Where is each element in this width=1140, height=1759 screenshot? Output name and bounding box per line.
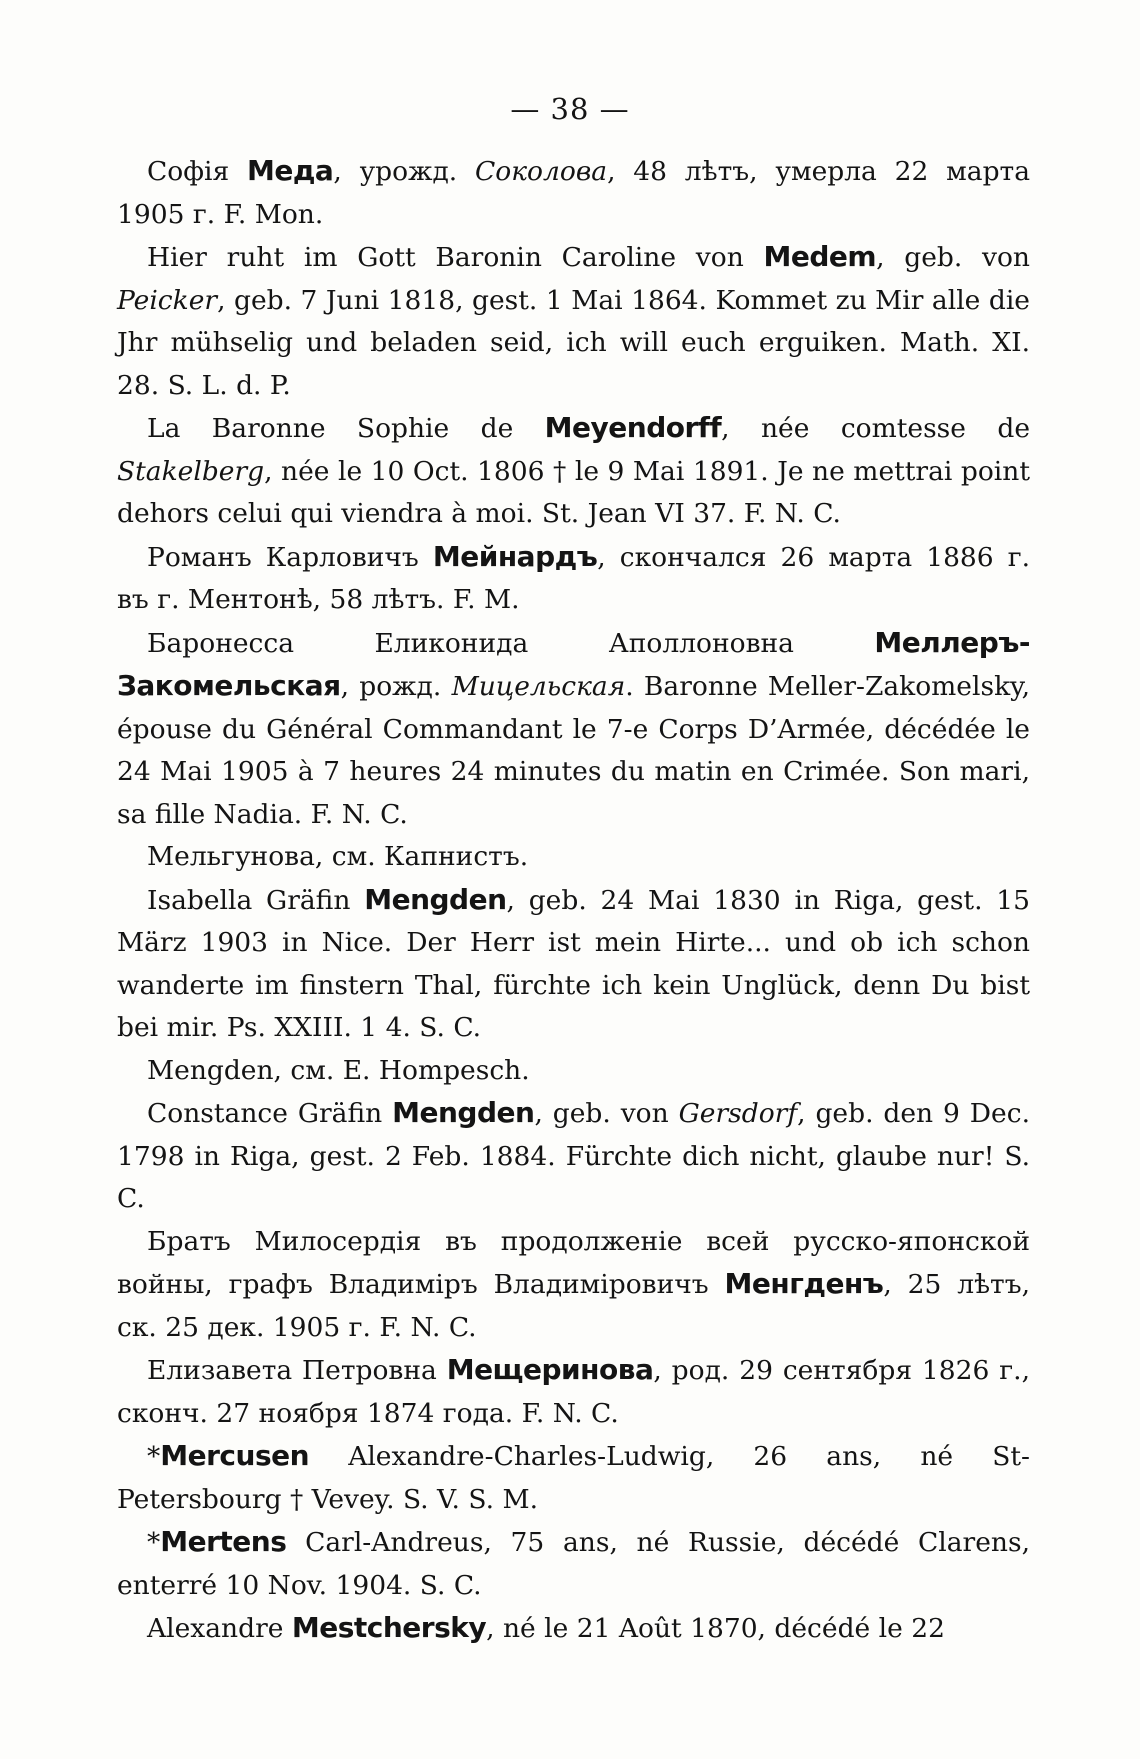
entry-paragraph <box>117 1521 1030 1607</box>
entry-paragraph <box>117 1435 1030 1521</box>
entry-italic-text: Peicker <box>117 284 218 316</box>
entry-text: Hier ruht im Gott Baronin Caroline von <box>147 242 764 273</box>
entry-surname: Мейнардъ <box>432 539 598 573</box>
entry-paragraph <box>117 622 1030 837</box>
entry-paragraph <box>117 236 1030 407</box>
entry-text: , скончался 26 марта 1886 г. въ г. Ментонѣ, 58 лѣтъ. F. M. <box>117 541 1031 615</box>
entry-surname: Менгденъ <box>724 1267 884 1300</box>
entry-text: Alexandre-Charles-Ludwig, 26 ans, né St-Petersbourg † Vevey. S. V. S. M. <box>117 1441 1030 1515</box>
entry-surname: Mengden <box>392 1096 535 1129</box>
entry-text: , né le 21 Août 1870, décédé le 22 <box>486 1613 945 1644</box>
entry-text: , род. 29 сентября 1826 г., сконч. 27 ноября 1874 года. F. N. C. <box>117 1355 1030 1429</box>
entry-text: Братъ Милосердія въ продолженіе всей русско-японской войны, графъ Владиміръ Владиміровичъ <box>117 1225 1030 1300</box>
entry-text: Софія <box>147 156 247 187</box>
entry-italic-text: Stakelberg <box>117 455 265 487</box>
entry-text: Романъ Карловичъ <box>147 541 433 573</box>
entry-text: , geb. 24 Mai 1830 in Riga, gest. 15 März 1903 in Nice. Der Herr ist mein Hirte... und ob ich schon wanderte im finstern Thal, fürchte ich kein Unglück, denn Du bist bei mir. Ps. XXIII. 1 4. S. C. <box>117 884 1030 1043</box>
entry-text: Баронесса Еликонида Аполлоновна <box>147 627 875 659</box>
entry-surname: Mengden <box>364 882 507 916</box>
entry-paragraph <box>117 1050 1030 1093</box>
entry-text: , née le 10 Oct. 1806 † le 9 Mai 1891. Je ne mettrai point dehors celui qui viendra à moi. St. Jean VI 37. F. N. C. <box>117 455 1030 529</box>
entry-paragraph <box>117 879 1030 1050</box>
entry-text: , 48 лѣтъ, умерла 22 марта 1905 г. F. Mon. <box>117 156 1030 230</box>
entry-text: , geb. den 9 Dec. 1798 in Riga, gest. 2 Feb. 1884. Fürchte dich nicht, glaube nur! S. C. <box>117 1098 1030 1214</box>
entry-paragraph <box>117 536 1030 622</box>
entry-text: La Baronne Sophie de <box>147 413 545 444</box>
entry-surname: Меллеръ-Закомельская <box>117 625 1030 702</box>
entries-list <box>117 150 1030 1651</box>
page-number: — 38 — <box>510 92 630 126</box>
entry-text: Мельгунова, см. Капнистъ. <box>147 841 529 872</box>
entry-text: Mengden, см. E. Hompesch. <box>147 1054 530 1086</box>
entry-surname: Мещеринова <box>446 1353 654 1386</box>
entry-paragraph <box>117 836 1030 879</box>
entry-surname: Меда <box>246 154 334 187</box>
entry-text: * <box>147 1441 161 1472</box>
entry-surname: Mercusen <box>160 1439 310 1472</box>
entry-text: , 25 лѣтъ, ск. 25 дек. 1905 г. F. N. C. <box>117 1269 1030 1343</box>
entry-surname: Meyendorff <box>544 411 722 444</box>
entry-paragraph <box>117 407 1030 536</box>
entry-text: , рожд. <box>340 671 452 702</box>
entry-text: , урожд. <box>333 156 475 187</box>
entry-surname: Mertens <box>160 1525 287 1558</box>
entry-text: , geb. von <box>534 1098 679 1129</box>
entry-paragraph <box>117 1607 1030 1651</box>
entry-paragraph <box>117 1349 1030 1435</box>
entry-surname: Mestchersky <box>291 1611 487 1644</box>
entry-paragraph <box>117 150 1030 236</box>
entry-italic-text: Соколова <box>475 156 608 187</box>
entry-text: Constance Gräfin <box>147 1098 393 1129</box>
entry-italic-text: Gersdorf <box>678 1098 798 1129</box>
entry-text: , geb. von <box>876 242 1030 273</box>
entry-text: Елизавета Петровна <box>147 1355 447 1386</box>
entry-text: Isabella Gräfin <box>147 884 365 916</box>
entry-text: * <box>147 1527 161 1558</box>
entry-surname: Medem <box>763 240 877 273</box>
entry-text: , née comtesse de <box>721 413 1030 444</box>
entry-paragraph <box>117 1092 1030 1221</box>
entry-italic-text: Мицельская <box>451 671 626 702</box>
entry-paragraph <box>117 1221 1030 1350</box>
entry-text: Carl-Andreus, 75 ans, né Russie, décédé Clarens, enterré 10 Nov. 1904. S. C. <box>117 1527 1030 1601</box>
entry-text: , geb. 7 Juni 1818, gest. 1 Mai 1864. Kommet zu Mir alle die Jhr mühselig und beladen seid, ich will euch erguiken. Math. XI. 28. S. L. d. P. <box>117 284 1030 401</box>
entry-text: Alexandre <box>147 1613 292 1644</box>
entry-text: . Baronne Meller-Zakomelsky, épouse du Général Commandant le 7-e Corps D’Armée, décédée le 24 Mai 1905 à 7 heures 24 minutes du matin en Crimée. Son mari, sa fille Nadia. F. N. C. <box>117 671 1030 830</box>
